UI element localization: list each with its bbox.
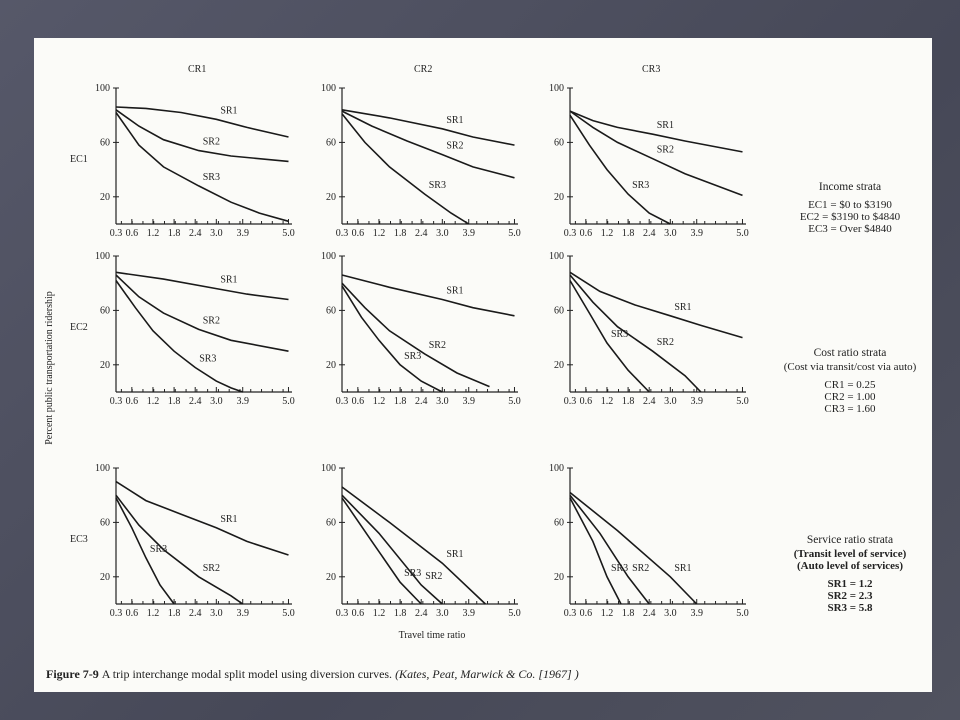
x-tick-label: 5.0 bbox=[736, 228, 749, 239]
y-tick-label: 100 bbox=[321, 83, 336, 94]
curve-sr3 bbox=[342, 498, 421, 604]
x-tick-label: 3.0 bbox=[210, 228, 223, 239]
x-tick-label: 0.3 bbox=[335, 608, 349, 619]
legend-income-line: EC1 = $0 to $3190 bbox=[808, 199, 892, 211]
x-tick-label: 5.0 bbox=[508, 228, 521, 239]
figure-caption bbox=[46, 667, 579, 681]
y-tick-label: 20 bbox=[326, 571, 336, 583]
legend-service-subtitle2: (Auto level of services) bbox=[797, 560, 903, 572]
x-tick-label: 1.8 bbox=[393, 396, 407, 407]
y-tick-label: 100 bbox=[321, 251, 336, 262]
y-tick-label: 100 bbox=[549, 251, 564, 262]
x-tick-label: 3.0 bbox=[210, 396, 223, 407]
legend-cost-title: Cost ratio strata bbox=[813, 347, 887, 359]
series-label-sr3: SR3 bbox=[404, 350, 422, 362]
y-tick-label: 60 bbox=[100, 137, 110, 149]
x-tick-label: 2.4 bbox=[188, 396, 202, 407]
column-header-cr2: CR2 bbox=[414, 64, 433, 75]
series-label-sr1: SR1 bbox=[446, 285, 464, 297]
panel-ec2-cr3 bbox=[549, 251, 749, 407]
legend-income-line: EC3 = Over $4840 bbox=[808, 223, 892, 235]
x-tick-label: 3.9 bbox=[462, 228, 475, 239]
x-tick-label: 3.9 bbox=[236, 608, 249, 619]
x-tick-label: 2.4 bbox=[414, 228, 428, 239]
x-tick-label: 0.6 bbox=[351, 228, 365, 239]
panel-ec1-cr3 bbox=[549, 83, 749, 239]
series-label-sr3: SR3 bbox=[632, 180, 650, 192]
legend-cost-line: CR1 = 0.25 bbox=[824, 379, 876, 391]
x-tick-label: 3.9 bbox=[236, 228, 249, 239]
x-tick-label: 5.0 bbox=[282, 608, 295, 619]
curve-sr2 bbox=[570, 495, 649, 604]
y-tick-label: 60 bbox=[326, 517, 336, 529]
y-tick-label: 100 bbox=[95, 463, 110, 474]
series-label-sr1: SR1 bbox=[674, 562, 692, 574]
x-tick-label: 1.2 bbox=[600, 228, 614, 239]
y-tick-label: 60 bbox=[326, 305, 336, 317]
y-tick-label: 100 bbox=[95, 83, 110, 94]
scanned-figure-page bbox=[34, 38, 932, 692]
x-tick-label: 1.8 bbox=[621, 608, 635, 619]
curve-sr1 bbox=[116, 272, 289, 299]
series-label-sr1: SR1 bbox=[674, 301, 692, 313]
x-tick-label: 3.9 bbox=[462, 396, 475, 407]
series-label-sr3: SR3 bbox=[149, 543, 168, 555]
legend-service-line: SR1 = 1.2 bbox=[827, 578, 873, 590]
x-tick-label: 3.0 bbox=[664, 608, 677, 619]
legend-service-line: SR2 = 2.3 bbox=[827, 590, 873, 602]
x-tick-label: 2.4 bbox=[414, 608, 428, 619]
curve-sr2 bbox=[342, 495, 442, 604]
x-tick-label: 0.6 bbox=[125, 608, 139, 619]
x-tick-label: 3.0 bbox=[436, 396, 449, 407]
legend-cost-subtitle: (Cost via transit/cost via auto) bbox=[783, 361, 917, 373]
series-label-sr2: SR2 bbox=[656, 337, 674, 349]
x-tick-label: 1.2 bbox=[372, 396, 386, 407]
panel-ec3-cr1 bbox=[95, 463, 295, 619]
x-tick-label: 5.0 bbox=[282, 228, 295, 239]
curve-sr1 bbox=[342, 110, 515, 145]
series-label-sr3: SR3 bbox=[610, 562, 629, 574]
series-label-sr2: SR2 bbox=[202, 136, 220, 148]
y-tick-label: 60 bbox=[554, 517, 564, 529]
curve-sr3 bbox=[570, 281, 649, 393]
panel-ec3-cr3 bbox=[549, 463, 749, 619]
x-tick-label: 0.6 bbox=[125, 228, 139, 239]
y-tick-label: 20 bbox=[326, 359, 336, 371]
legend-income-title: Income strata bbox=[818, 181, 882, 193]
panel-ec1-cr1 bbox=[95, 83, 295, 239]
x-tick-label: 5.0 bbox=[736, 396, 749, 407]
legend-service-subtitle1: (Transit level of service) bbox=[793, 548, 907, 560]
y-tick-label: 100 bbox=[549, 463, 564, 474]
x-tick-label: 0.6 bbox=[351, 396, 365, 407]
y-tick-label: 100 bbox=[95, 251, 110, 262]
curve-sr1 bbox=[116, 107, 289, 137]
legend-service-title: Service ratio strata bbox=[806, 534, 894, 546]
x-tick-label: 3.0 bbox=[436, 608, 449, 619]
legend-income-line: EC2 = $3190 to $4840 bbox=[799, 211, 901, 223]
series-label-sr1: SR1 bbox=[656, 120, 674, 132]
curve-sr2 bbox=[570, 275, 701, 392]
y-tick-label: 20 bbox=[554, 571, 564, 583]
x-tick-label: 1.2 bbox=[372, 608, 386, 619]
curve-sr1 bbox=[116, 482, 289, 555]
x-tick-label: 5.0 bbox=[508, 396, 521, 407]
y-tick-label: 60 bbox=[100, 517, 110, 529]
x-tick-label: 3.0 bbox=[664, 396, 677, 407]
curve-sr2 bbox=[342, 283, 490, 386]
x-tick-label: 0.3 bbox=[109, 228, 123, 239]
curve-sr3 bbox=[116, 113, 289, 222]
curve-sr3 bbox=[116, 281, 243, 393]
y-tick-label: 60 bbox=[554, 137, 564, 149]
y-axis-label: Percent public transportation ridership bbox=[44, 291, 55, 445]
y-tick-label: 20 bbox=[100, 191, 110, 203]
curve-sr3 bbox=[342, 286, 442, 392]
x-tick-label: 2.4 bbox=[414, 396, 428, 407]
x-tick-label: 0.3 bbox=[563, 396, 577, 407]
x-tick-label: 1.2 bbox=[146, 608, 160, 619]
series-label-sr3: SR3 bbox=[610, 329, 629, 341]
series-label-sr1: SR1 bbox=[220, 105, 238, 117]
series-label-sr2: SR2 bbox=[632, 562, 650, 574]
y-tick-label: 20 bbox=[554, 359, 564, 371]
x-tick-label: 0.3 bbox=[563, 608, 577, 619]
curve-sr3 bbox=[570, 115, 670, 224]
y-tick-label: 60 bbox=[100, 305, 110, 317]
legend-cost-line: CR2 = 1.00 bbox=[824, 391, 876, 403]
x-tick-label: 1.8 bbox=[393, 228, 407, 239]
x-tick-label: 3.9 bbox=[690, 228, 703, 239]
x-tick-label: 3.0 bbox=[436, 228, 449, 239]
x-tick-label: 2.4 bbox=[188, 608, 202, 619]
series-label-sr1: SR1 bbox=[446, 114, 464, 126]
y-tick-label: 100 bbox=[321, 463, 336, 474]
series-label-sr3: SR3 bbox=[404, 568, 422, 580]
series-label-sr2: SR2 bbox=[425, 570, 443, 582]
series-label-sr1: SR1 bbox=[220, 513, 238, 525]
x-tick-label: 5.0 bbox=[282, 396, 295, 407]
row-label-ec2: EC2 bbox=[70, 322, 88, 333]
x-tick-label: 3.0 bbox=[664, 228, 677, 239]
x-tick-label: 0.6 bbox=[125, 396, 139, 407]
caption-source: (Kates, Peat, Marwick & Co. [1967] ) bbox=[395, 667, 579, 681]
x-tick-label: 0.3 bbox=[109, 608, 123, 619]
curve-sr1 bbox=[570, 493, 697, 605]
x-tick-label: 0.3 bbox=[563, 228, 577, 239]
x-tick-label: 3.0 bbox=[210, 608, 223, 619]
x-tick-label: 1.2 bbox=[146, 228, 160, 239]
caption-prefix: Figure 7-9 bbox=[46, 667, 102, 681]
x-tick-label: 1.8 bbox=[167, 396, 181, 407]
x-tick-label: 0.6 bbox=[579, 608, 593, 619]
column-header-cr1: CR1 bbox=[188, 64, 207, 75]
column-header-cr3: CR3 bbox=[642, 64, 661, 75]
series-label-sr2: SR2 bbox=[428, 339, 446, 351]
x-tick-label: 0.3 bbox=[335, 228, 349, 239]
y-tick-label: 20 bbox=[326, 191, 336, 203]
x-axis-label: Travel time ratio bbox=[398, 630, 466, 641]
legend-cost-line: CR3 = 1.60 bbox=[824, 403, 876, 415]
row-label-ec1: EC1 bbox=[70, 154, 88, 165]
series-label-sr2: SR2 bbox=[202, 315, 220, 327]
x-tick-label: 0.3 bbox=[335, 396, 349, 407]
panel-ec3-cr2 bbox=[321, 463, 521, 619]
series-label-sr2: SR2 bbox=[446, 140, 464, 152]
x-tick-label: 0.6 bbox=[579, 228, 593, 239]
x-tick-label: 5.0 bbox=[736, 608, 749, 619]
row-label-ec3: EC3 bbox=[70, 534, 88, 545]
x-tick-label: 1.8 bbox=[167, 608, 181, 619]
x-tick-label: 3.9 bbox=[462, 608, 475, 619]
panel-ec1-cr2 bbox=[321, 83, 521, 239]
x-tick-label: 1.2 bbox=[146, 396, 160, 407]
x-tick-label: 1.8 bbox=[621, 228, 635, 239]
y-tick-label: 20 bbox=[554, 191, 564, 203]
x-tick-label: 2.4 bbox=[642, 228, 656, 239]
legend-service-line: SR3 = 5.8 bbox=[827, 602, 873, 614]
y-tick-label: 60 bbox=[326, 137, 336, 149]
x-tick-label: 1.8 bbox=[621, 396, 635, 407]
x-tick-label: 1.8 bbox=[167, 228, 181, 239]
curve-sr1 bbox=[342, 487, 485, 604]
legend bbox=[784, 181, 917, 614]
x-tick-label: 2.4 bbox=[642, 608, 656, 619]
x-tick-label: 2.4 bbox=[188, 228, 202, 239]
panel-ec2-cr1 bbox=[95, 251, 295, 407]
series-label-sr3: SR3 bbox=[199, 353, 217, 365]
series-label-sr2: SR2 bbox=[202, 562, 220, 574]
series-label-sr1: SR1 bbox=[446, 549, 464, 561]
x-tick-label: 1.2 bbox=[600, 396, 614, 407]
series-label-sr2: SR2 bbox=[656, 144, 674, 156]
x-tick-label: 3.9 bbox=[236, 396, 249, 407]
x-tick-label: 0.3 bbox=[109, 396, 123, 407]
x-tick-label: 2.4 bbox=[642, 396, 656, 407]
y-tick-label: 60 bbox=[554, 305, 564, 317]
y-tick-label: 20 bbox=[100, 359, 110, 371]
curve-sr2 bbox=[116, 495, 243, 604]
y-tick-label: 100 bbox=[549, 83, 564, 94]
x-tick-label: 1.8 bbox=[393, 608, 407, 619]
panel-ec2-cr2 bbox=[321, 251, 521, 407]
diversion-curves-figure bbox=[34, 38, 932, 692]
x-tick-label: 0.6 bbox=[351, 608, 365, 619]
x-tick-label: 5.0 bbox=[508, 608, 521, 619]
series-label-sr3: SR3 bbox=[428, 180, 446, 192]
caption-text: A trip interchange modal split model using diversion curves. bbox=[101, 667, 396, 681]
x-tick-label: 1.2 bbox=[600, 608, 614, 619]
x-tick-label: 3.9 bbox=[690, 396, 703, 407]
x-tick-label: 3.9 bbox=[690, 608, 703, 619]
series-label-sr1: SR1 bbox=[220, 274, 238, 286]
series-label-sr3: SR3 bbox=[202, 171, 220, 183]
x-tick-label: 0.6 bbox=[579, 396, 593, 407]
x-tick-label: 1.2 bbox=[372, 228, 386, 239]
y-tick-label: 20 bbox=[100, 571, 110, 583]
